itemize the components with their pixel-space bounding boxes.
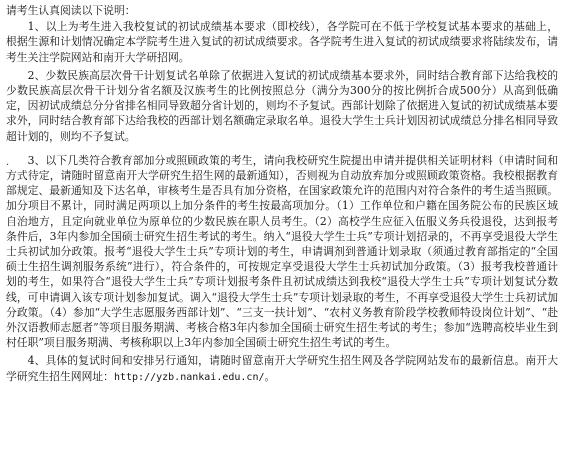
paragraph-3: 3、以下几类符合教育部加分或照顾政策的考生，请向我校研究生院提出申请并提供相关证明材料（申请时间和方式待定，请随时留意南开大学研究生招生网的最新通知），否则视为自动放弃加分或照顾政策资格。我校根据教育部规定、最新通知及下达名单，审核考生是否具有加分资格，在国家政策允许的范围内对符合条件的考生适当照顾。加分项目不累计，同时满足两项以上加分条件的考生按最高项加分。（1）工作单位和户籍在国务院公布的民族区域自治地方，且定向就业单位为原单位的少数民族在职人员考生。（2）高校学生应征入伍服义务兵役退役，达到报考条件后，3年内参加全国硕士研究生招生考试的考生。纳入“退役大学生士兵”专项计划招录的，不再享受退役大学生士兵初试加分政策。报考“退役大学生士兵”专项计划的考生，申请调剂到普通计划录取（须通过教育部指定的“全国硕士生招生调剂服务系统”进行），符合条件的，可按规定享受退役大学生士兵初试加分政策。（3）报考我校普通计划的考生，如果符合“退役大学生士兵”专项计划报考条件且初试成绩达到我校“退役大学生士兵”专项计划复试分数线，可申请调入该专项计划参加复试。调入“退役大学生士兵”专项计划录取的考生，不再享受退役大学生士兵初试加分政策。（4）参加“大学生志愿服务西部计划”、“三支一扶计划”、“农村义务教育阶段学校教师特设岗位计划”、“赴外汉语教师志愿者”等项目服务期满、考核合格3年内参加全国硕士研究生招生考试的考生；参加“选聘高校毕业生到村任职”项目服务期满、考核称职以上3年内参加全国硕士研究生招生考试的考生。 bbox=[6, 153, 558, 350]
paragraph-4-text: 4、具体的复试时间和安排另行通知，请随时留意南开大学研究生招生网及各学院网站发布的最新信息。南开大学研究生招生网网址： bbox=[6, 354, 558, 383]
admissions-url-link[interactable]: http://yzb.nankai.edu.cn/ bbox=[113, 371, 265, 383]
stray-dot: . bbox=[6, 157, 10, 168]
paragraph-4-end: 。 bbox=[264, 369, 276, 383]
paragraph-1: 1、以上为考生进入我校复试的初试成绩基本要求（即校线），各学院可在不低于学校复试基本要求的基础上，根据生源和计划情况确定本学院考生进入复试的初试成绩要求。各学院考生进入复试的初试成绩要求将陆续发布，请考生关注学院网站和南开大学研招网。 bbox=[6, 20, 558, 64]
notice-intro: 请考生认真阅读以下说明： bbox=[6, 4, 136, 17]
paragraph-4 bbox=[6, 353, 558, 384]
paragraph-2: 2、少数民族高层次骨干计划复试名单除了依据进入复试的初试成绩基本要求外，同时结合教育部下达给我校的少数民族高层次骨干计划分省名额及汉族考生的比例按照总分（满分为300分的按比例折合成500分）从高到低确定，因初试成绩总分分省排名相同导致超分省计划的，则均不予复试。西部计划除了依据进入复试的初试成绩基本要求外，同时结合教育部下达给我校的西部计划名额确定录取名单。退役大学生士兵计划因初试成绩总分排名相同导致超计划的，则均不予复试。 bbox=[6, 68, 558, 143]
